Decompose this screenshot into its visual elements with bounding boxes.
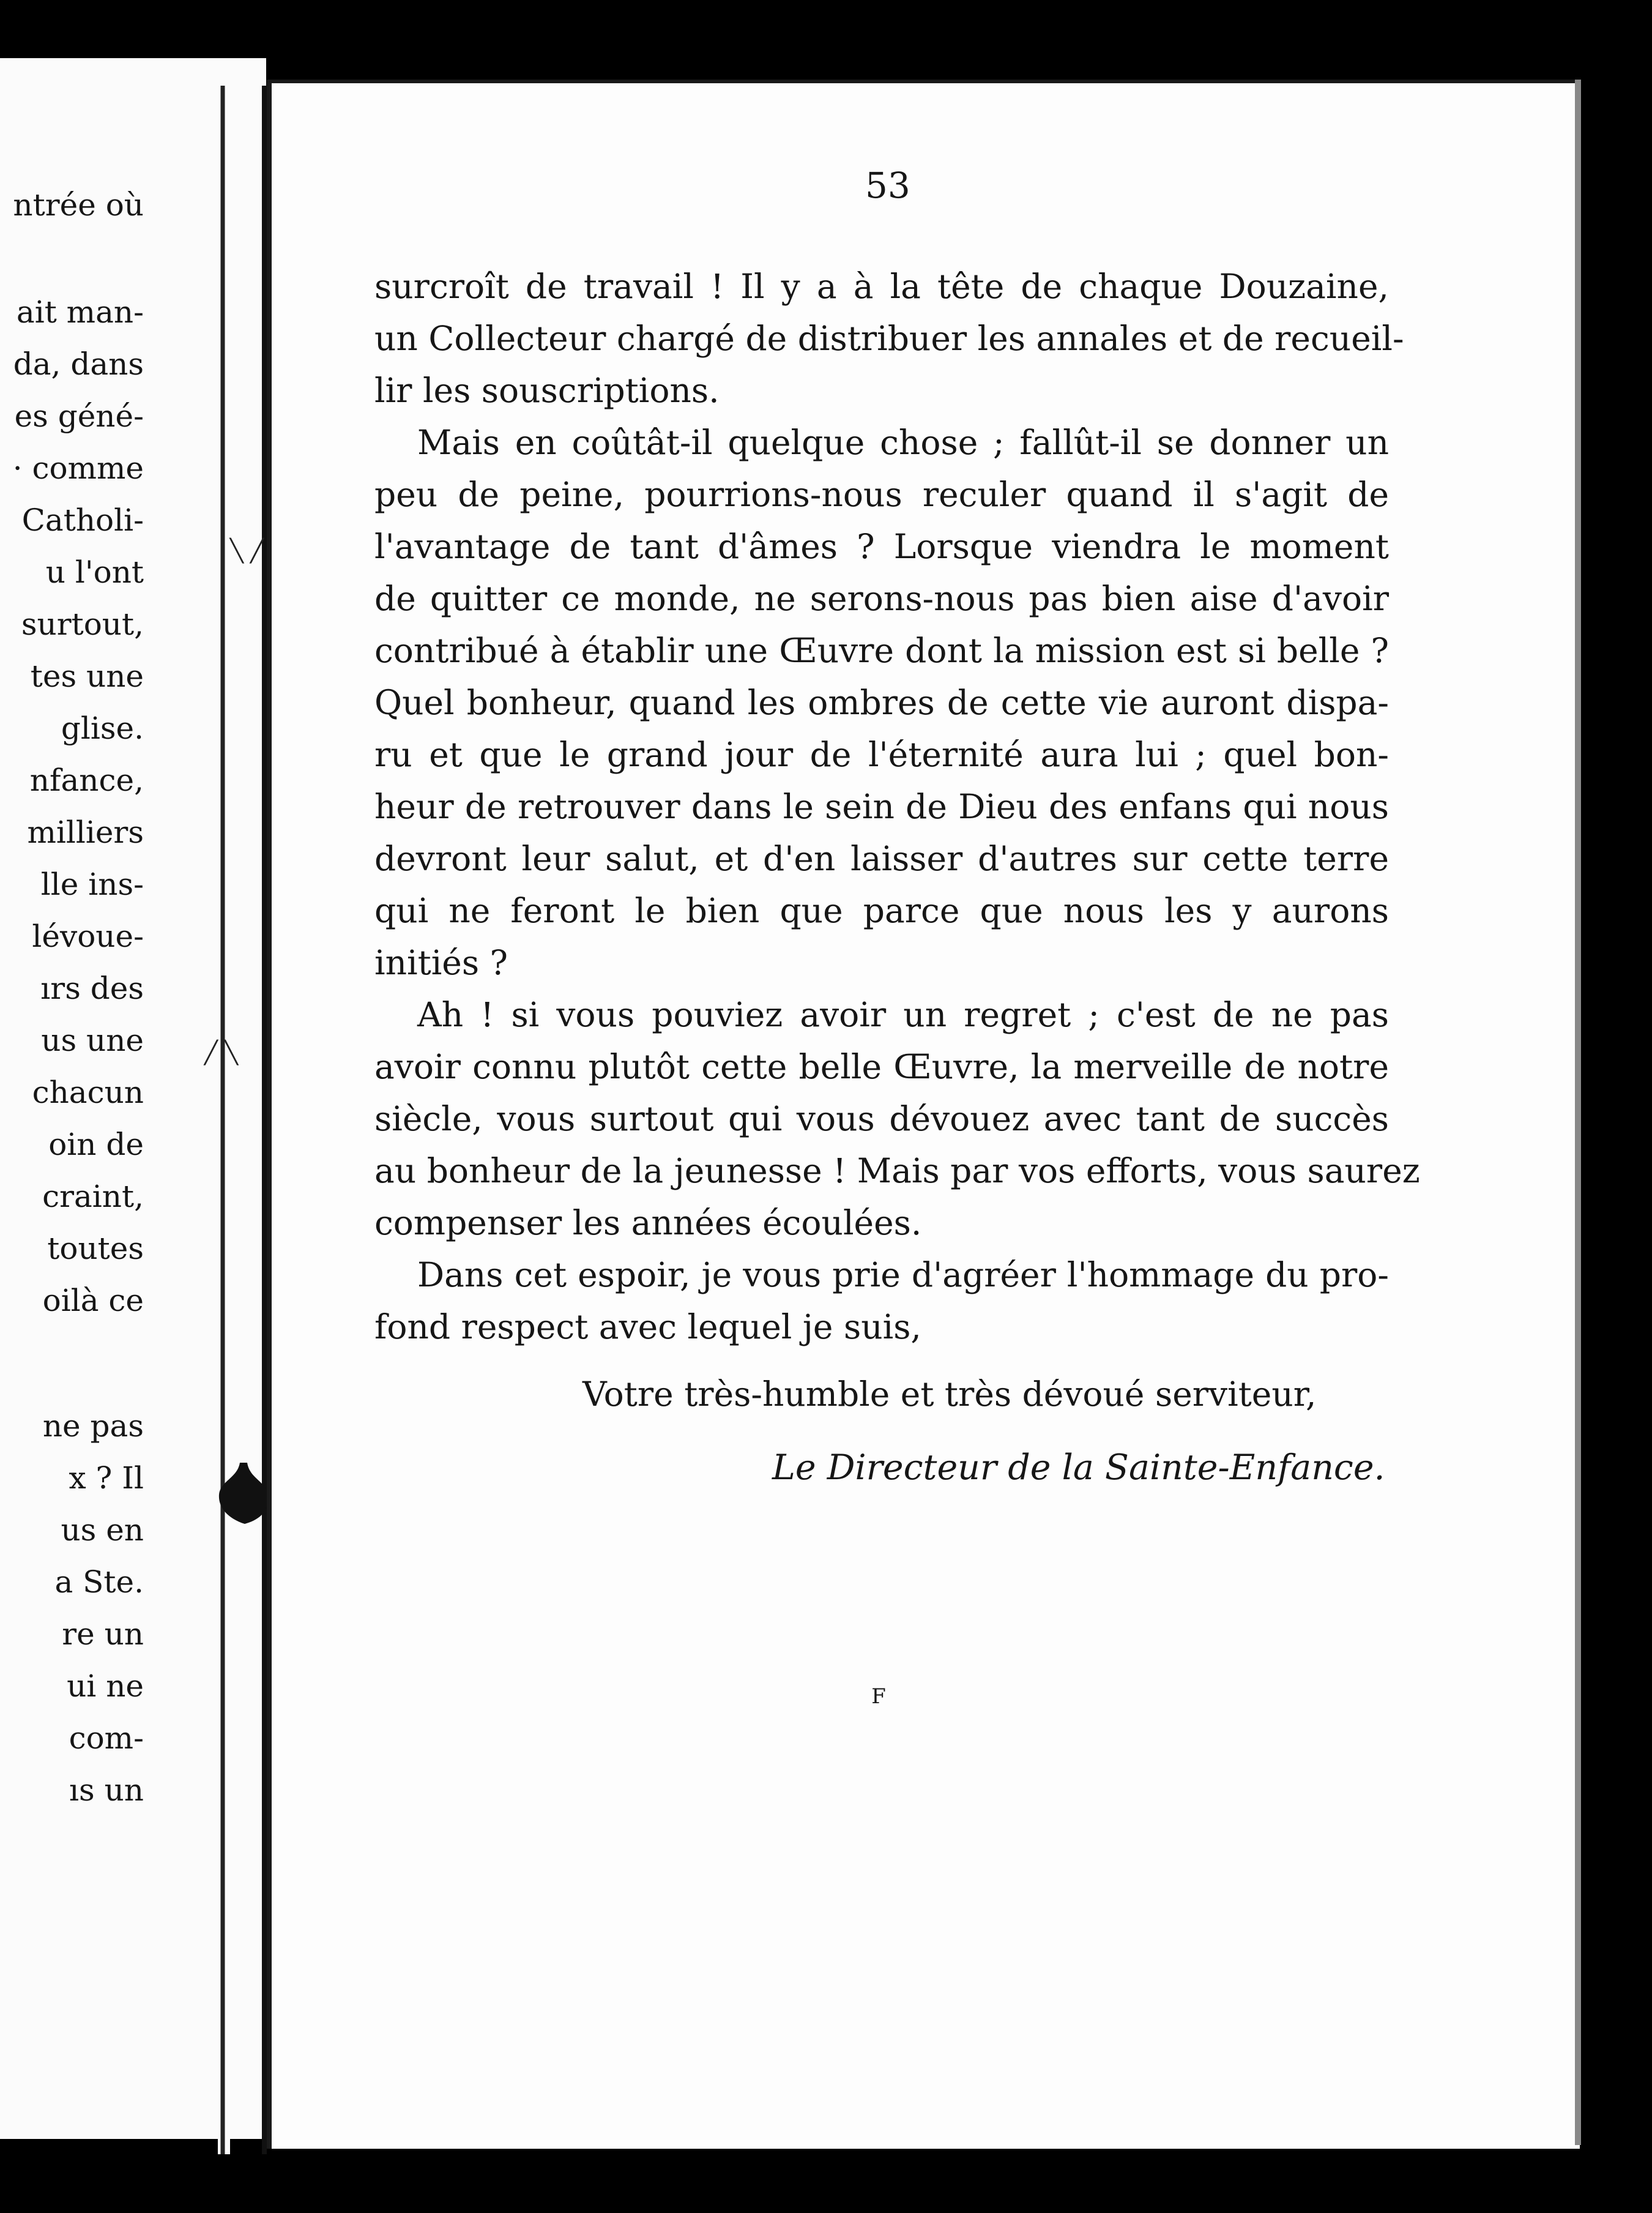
text-line: l'avantage de tant d'âmes ? Lorsque viendra le moment xyxy=(374,527,1389,566)
binding-mark: ╱ ╲ xyxy=(204,1040,238,1065)
previous-page-text-fragment: nfance, xyxy=(29,763,144,798)
previous-page-text-fragment: milliers xyxy=(27,815,144,850)
text-line: surcroît de travail ! Il y a à la tête de chaque Douzaine, xyxy=(374,267,1389,306)
previous-page-text-fragment: us une xyxy=(41,1023,144,1058)
previous-page-text-fragment: oin de xyxy=(48,1127,144,1162)
text-line: de quitter ce monde, ne serons-nous pas bien aise d'avoir xyxy=(374,579,1389,618)
text-line: qui ne feront le bien que parce que nous les y aurons xyxy=(374,891,1389,930)
previous-page-text-fragment: u l'ont xyxy=(45,554,144,590)
text-line: lir les souscriptions. xyxy=(374,371,720,410)
previous-page-text-fragment: · comme xyxy=(12,450,144,486)
previous-page-text-fragment: chacun xyxy=(32,1075,144,1110)
previous-page-text-fragment: com- xyxy=(69,1720,144,1756)
previous-page-text-fragment: re un xyxy=(62,1616,144,1652)
previous-page-text-fragment: Catholi- xyxy=(21,502,144,538)
signature-mark: F xyxy=(871,1684,886,1709)
previous-page-text-fragment: ne pas xyxy=(42,1408,144,1444)
signature: Le Directeur de la Sainte-Enfance. xyxy=(772,1447,1385,1488)
previous-page-text-fragment: ırs des xyxy=(40,971,144,1006)
text-line: heur de retrouver dans le sein de Dieu des enfans qui nous xyxy=(374,787,1389,826)
previous-page-text-fragment: oilà ce xyxy=(42,1283,144,1318)
previous-page-text-fragment: toutes xyxy=(47,1231,144,1266)
previous-page-text-fragment: lle ins- xyxy=(40,867,144,902)
text-line: peu de peine, pourrions-nous reculer quand il s'agit de xyxy=(374,475,1389,514)
text-line: initiés ? xyxy=(374,943,508,982)
text-line: un Collecteur chargé de distribuer les annales et de recueil- xyxy=(374,319,1404,358)
previous-page-text-fragment: ıs un xyxy=(69,1772,144,1808)
text-line: contribué à établir une Œuvre dont la mission est si belle ? xyxy=(374,631,1389,670)
binding-gutter xyxy=(218,86,230,2154)
page-number: 53 xyxy=(865,165,910,206)
previous-page-text-fragment: ait man- xyxy=(16,294,144,330)
previous-page-text-fragment: surtout, xyxy=(21,606,144,642)
text-line: avoir connu plutôt cette belle Œuvre, la merveille de notre xyxy=(374,1047,1389,1086)
page-right-edge xyxy=(1575,80,1581,2145)
paragraph-start: Mais en coûtât-il quelque chose ; fallût-il se donner un xyxy=(417,423,1389,462)
previous-page-text-fragment: craint, xyxy=(42,1179,144,1214)
previous-page-text-fragment: a Ste. xyxy=(54,1564,144,1600)
previous-page-text-fragment: ui ne xyxy=(67,1668,144,1704)
paragraph-start: Ah ! si vous pouviez avoir un regret ; c'est de ne pas xyxy=(417,995,1389,1034)
text-line: compenser les années écoulées. xyxy=(374,1203,922,1242)
text-line: ru et que le grand jour de l'éternité aura lui ; quel bon- xyxy=(374,735,1389,774)
binding-mark: ╲ ╱ xyxy=(230,539,264,564)
page-edge-divider xyxy=(262,86,267,2154)
text-line: siècle, vous surtout qui vous dévouez avec tant de succès xyxy=(374,1099,1389,1138)
text-line: fond respect avec lequel je suis, xyxy=(374,1307,921,1346)
previous-page-text-fragment: tes une xyxy=(30,659,144,694)
previous-page-text-fragment: ntrée où xyxy=(13,187,144,223)
previous-page-text-fragment: glise. xyxy=(61,711,144,746)
previous-page-text-fragment: lévoue- xyxy=(32,919,144,954)
text-line: au bonheur de la jeunesse ! Mais par vos efforts, vous saurez xyxy=(374,1151,1420,1190)
previous-page-text-fragment: da, dans xyxy=(13,346,144,382)
previous-page-text-fragment: es géné- xyxy=(14,398,144,434)
paragraph-start: Dans cet espoir, je vous prie d'agréer l'hommage du pro- xyxy=(417,1255,1389,1294)
previous-page-text-fragment: x ? Il xyxy=(69,1460,144,1496)
closing-formula: Votre très-humble et très dévoué serviteur, xyxy=(582,1375,1317,1414)
previous-page-text-fragment: us en xyxy=(61,1512,144,1548)
text-line: Quel bonheur, quand les ombres de cette vie auront dispa- xyxy=(374,683,1389,722)
text-line: devront leur salut, et d'en laisser d'autres sur cette terre xyxy=(374,839,1389,878)
